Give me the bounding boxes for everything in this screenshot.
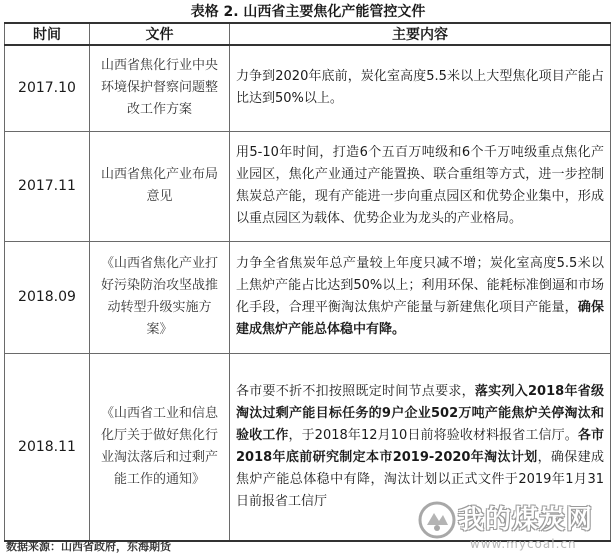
table-row xyxy=(5,131,611,241)
data-source-note: 数据来源：山西省政府，东海期货 xyxy=(6,540,171,553)
content-segment: 各市要不折不扣按照既定时间节点要求， xyxy=(236,383,475,399)
table-title: 表格 2. 山西省主要焦化产能管控文件 xyxy=(190,4,426,20)
row-time: 2017.10 xyxy=(5,45,90,131)
content-segment: ，确保建成焦炉产能总体稳中有降，淘汰计划以正式文件于2019年1月31日前报省工信厅 xyxy=(236,449,604,509)
row-content xyxy=(230,131,611,241)
coal-logo-icon xyxy=(418,501,456,539)
row-content xyxy=(230,45,611,131)
content-segment: ，于2018年12月10日前将验收材料报省工信厅。 xyxy=(288,427,578,443)
table-row xyxy=(5,241,611,353)
row-time: 2017.11 xyxy=(5,131,90,241)
policy-table xyxy=(4,22,611,542)
watermark-url: www.mycoal.cn xyxy=(470,537,577,551)
row-content xyxy=(230,241,611,353)
table-header-row xyxy=(5,23,611,45)
header-file: 文件 xyxy=(90,23,230,45)
content-segment: 用5-10年时间，打造6个五百万吨级和6个千万吨级重点焦化产业园区，焦化产业通过产能置换、联合重组等方式，进一步控制焦炭总产能，现有产能进一步向重点园区和优势企业集中，形成以重点园区为载体、优势企业为龙头的产业格局。 xyxy=(236,145,604,226)
row-time: 2018.09 xyxy=(5,241,90,353)
row-time: 2018.11 xyxy=(5,353,90,541)
header-time: 时间 xyxy=(5,23,90,45)
content-segment: 力争到2020年底前，炭化室高度5.5米以上大型焦化项目产能占比达到50%以上。 xyxy=(236,69,604,107)
watermark-text: 我的煤炭网 xyxy=(458,505,594,535)
content-segment: 力争全省焦炭年总产量较上年度只减不增；炭化室高度5.5米以上焦炉产能占比达到50%以上；利用环保、能耗标准倒逼和市场化手段，合理平衡淘汰焦炉产能量与新建焦化项目产能量， xyxy=(236,256,604,315)
watermark xyxy=(418,497,614,555)
row-file: 《山西省工业和信息化厅关于做好焦化行业淘汰落后和过剩产能工作的通知》 xyxy=(90,353,230,541)
header-content: 主要内容 xyxy=(230,23,611,45)
row-file: 《山西省焦化产业打好污染防治攻坚战推动转型升级实施方案》 xyxy=(90,241,230,353)
row-file: 山西省焦化产业布局意见 xyxy=(90,131,230,241)
content-segment-bold: 各市2018年底前研究制定本市2019-2020年淘汰计划 xyxy=(236,427,604,465)
content-segment-bold: 确保建成焦炉产能总体稳中有降。 xyxy=(236,300,604,337)
row-file: 山西省焦化行业中央环境保护督察问题整改工作方案 xyxy=(90,45,230,131)
content-segment-bold: 落实列入2018年省级淘汰过剩产能目标任务的9户企业502万吨产能焦炉关停淘汰和验收工作 xyxy=(236,383,604,443)
table-row xyxy=(5,45,611,131)
